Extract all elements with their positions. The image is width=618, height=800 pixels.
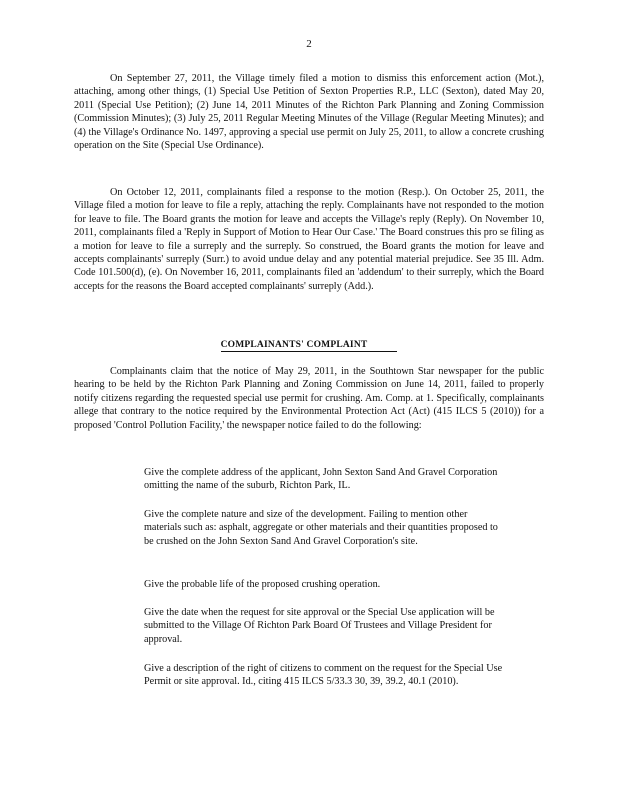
section-heading-text: COMPLAINANTS' COMPLAINT (221, 340, 398, 352)
list-item-text: Give the date when the request for site approval or the Special Use application will be submitted to the Village Of Richton Park Board Of Trustees and Village President for approval. (144, 607, 495, 645)
paragraph-complaint-claims: Complainants claim that the notice of May 29, 2011, in the Southtown Star newspaper for the public hearing to be held by the Richton Park Planning and Zoning Commission on June 14, 2011, failed to properly notify citizens regarding the requested special use permit for crushing. Am. Comp. at 1. Specifically, complainants allege that contrary to the notice required by the Environmental Protection Act (Act) (415 ILCS 5 (2010)) for a proposed 'Control Pollution Facility,' the newspaper notice failed to do the following: (74, 366, 544, 431)
section-heading (0, 340, 618, 350)
list-item-text: Give the complete nature and size of the development. Failing to mention other materials such as: asphalt, aggregate or other materials and their quantities proposed to be crushed on the John Sexton Sand And Gravel Corporation's site. (144, 509, 498, 547)
list-item-text: Give the probable life of the proposed crushing operation. (144, 579, 381, 590)
list-item-text: Give a description of the right of citizens to comment on the request for the Special Use Permit or site approval. Id., citing 415 ILCS 5/33.3 30, 39, 39.2, 40.1 (2010). (144, 663, 503, 688)
page-number: 2 (306, 38, 312, 50)
list-item-text: Give the complete address of the applicant, John Sexton Sand And Gravel Corporation omitting the name of the suburb, Richton Park, IL. (144, 467, 498, 492)
paragraph-motion-to-dismiss: On September 27, 2011, the Village timely filed a motion to dismiss this enforcement action (Mot.), attaching, among other things, (1) Special Use Petition of Sexton Properties R.P., LLC (Sexton), dated May 20, 2011 (Special Use Petition); (2) June 14, 2011 Minutes of the Richton Park Planning and Zoning Commission (Commission Minutes); (3) July 25, 2011 Regular Meeting Minutes of the Village (Regular Meeting Minutes); and (4) the Village's Ordinance No. 1497, approving a special use permit on July 25, 2011, to allow a concrete crushing operation on the Site (Special Use Ordinance). (74, 73, 544, 152)
paragraph-response-and-reply: On October 12, 2011, complainants filed a response to the motion (Resp.). On October 25, 2011, the Village filed a motion for leave to file a reply, attaching the reply. Complainants have not responded to the motion for leave to file. The Board grants the motion for leave and accepts the Village's reply (Reply). On November 10, 2011, complainants filed a 'Reply in Support of Motion to Hear Our Case.' The Board construes this pro se filing as a motion for leave to file a surreply and the surreply. So construed, the Board grants the motion for leave and accepts complainants' surreply (Surr.) to avoid undue delay and any potential material prejudice. See 35 Ill. Adm. Code 101.500(d), (e). On November 16, 2011, complainants filed an 'addendum' to their surreply, which the Board accepts for the reasons the Board accepted complainants' surreply (Add.). (74, 187, 544, 292)
